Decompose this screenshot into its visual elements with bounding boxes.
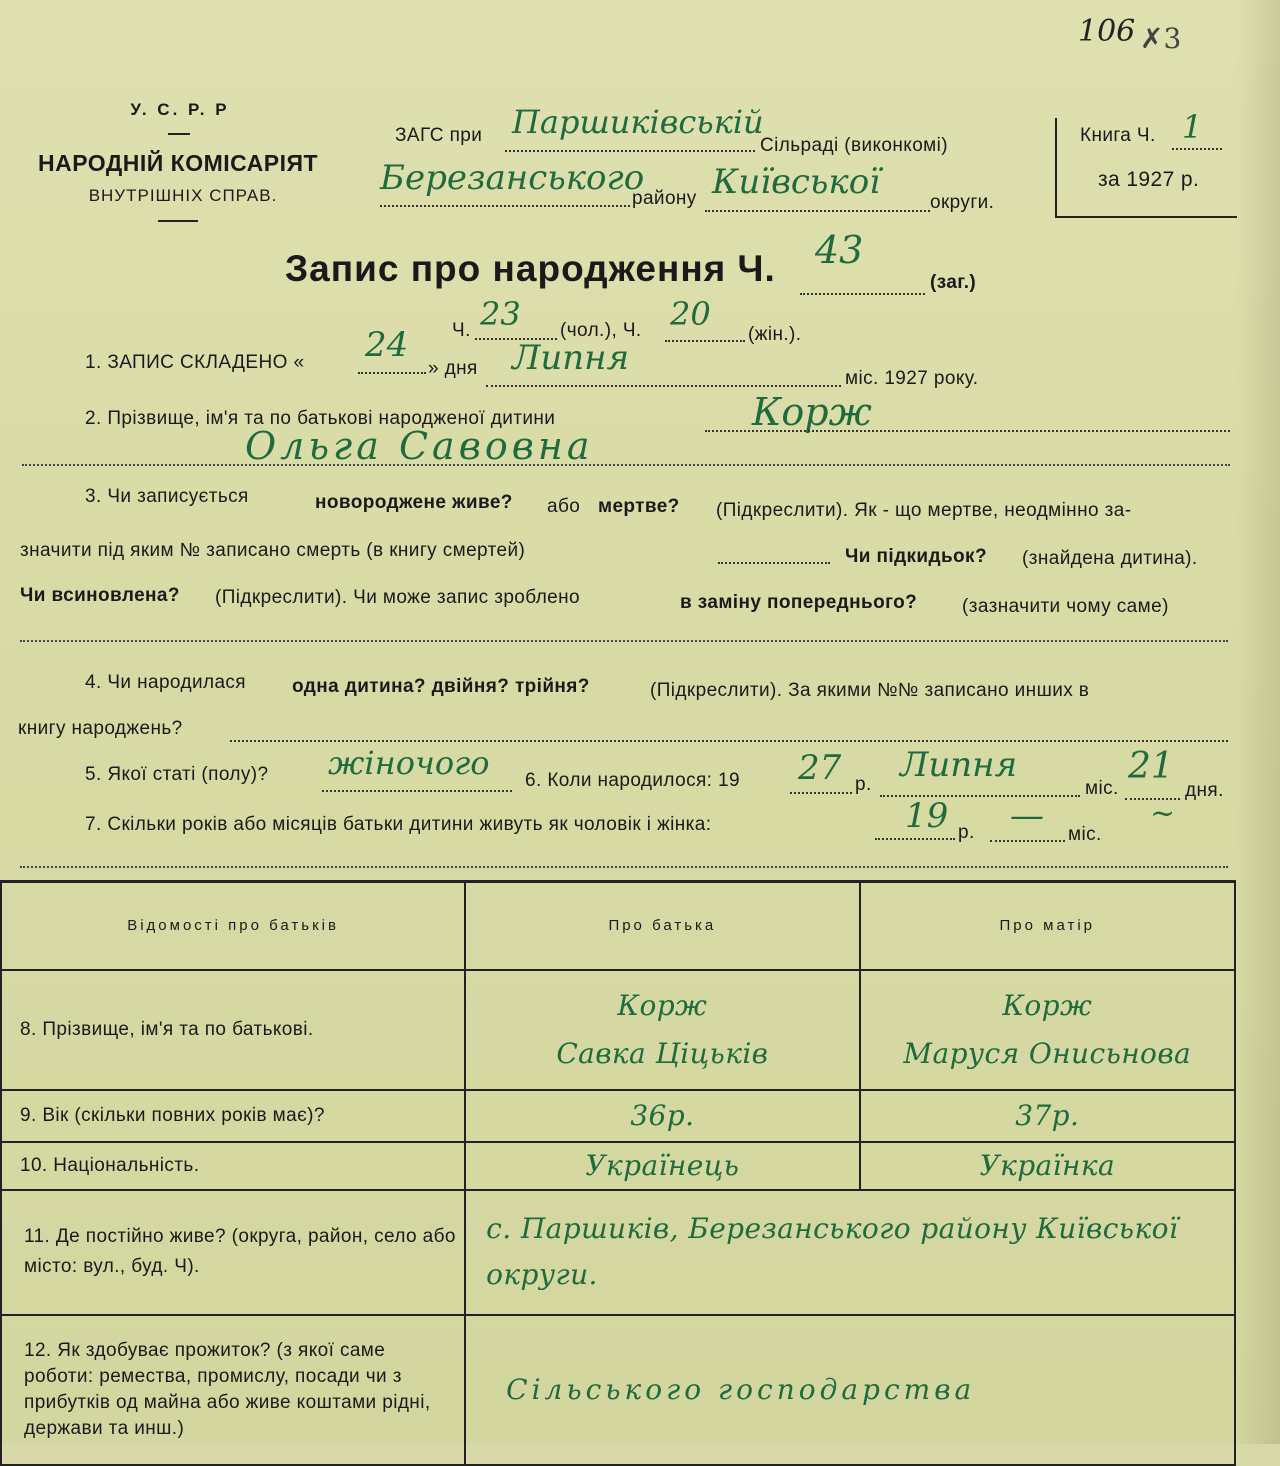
item3-text-e: (Підкреслити). Як - що мертве, неодмінно за- [716,500,1132,521]
item3-text-l: (зазначити чому саме) [962,596,1169,617]
female-number: 20 [670,295,711,333]
item5-label: 5. Якої статі (полу)? [85,764,269,785]
item1-day-label: » дня [428,358,478,379]
dotted-line [22,464,1230,466]
item1-day: 24 [365,325,409,365]
father-nationality: Українець [465,1142,859,1190]
table-header-row [1,882,1235,970]
dotted-line [800,293,925,295]
parents-table [0,880,1236,1466]
item3-or: або [547,496,581,517]
okruga-label: округи. [930,192,995,213]
divider [168,133,190,135]
mother-age: 37р. [860,1090,1235,1142]
parents-residence: с. Паршиків, Березанського району Київської округи. [465,1190,1235,1315]
item3-text-j: (Підкреслити). Чи може запис зроблено [215,587,581,608]
item2-label: 2. Прізвище, ім'я та по батькові народженої дитини [85,408,556,429]
item7-dash: ~ [1150,796,1176,831]
female-label: (жін.). [748,324,802,345]
item7-years: 19 [905,796,949,836]
dotted-line [20,640,1228,642]
total-number: 43 [815,228,864,272]
item7-label: 7. Скільки років або місяців батьки дитини живуть як чоловік і жінка: [85,814,712,835]
dotted-line [322,790,512,792]
page-edge-shadow [1236,0,1280,1444]
item3-alive: новороджене живе? [315,492,513,513]
item1-year-label: міс. 1927 року. [845,368,979,389]
district-label: району [632,188,697,209]
dotted-line [990,840,1065,842]
item6-month: Липня [900,745,1018,785]
ministry-title: ВНУТРІШНІХ СПРАВ. [88,186,278,205]
dotted-line [486,385,841,387]
row-label-age: 9. Вік (скільки повних років має)? [1,1090,465,1142]
header-mother: Про матір [860,882,1235,970]
mother-nationality: Українка [860,1142,1235,1190]
crossed-out-mark: ✗3 [1140,22,1182,55]
dotted-line [665,340,745,342]
item1-month: Липня [512,338,630,378]
item1-label: 1. ЗАПИС СКЛАДЕНО « [85,352,305,373]
book-label: Книга Ч. [1080,125,1156,146]
dotted-line [705,210,930,212]
dotted-line [790,792,852,794]
item7-r-label: р. [958,822,975,843]
dotted-line [1172,148,1222,150]
ussr-label: У. С. Р. Р [130,100,230,119]
item3-text-a: 3. Чи записується [85,486,249,507]
item6-dnya-label: дня. [1185,780,1224,801]
item5-value: жіночого [328,744,490,782]
item4-options: одна дитина? двійня? трійня? [292,676,590,697]
commissariat-title: НАРОДНІЙ КОМІСАРІЯТ [38,150,319,176]
dotted-line [875,838,955,840]
father-name: Корж Савка Ціцьків [465,970,859,1090]
mother-name: Корж Маруся Онисьнова [860,970,1235,1090]
item6-day: 21 [1128,746,1174,787]
row-label-occupation: 12. Як здобуває прожиток? (з якої саме роботи: ремества, промислу, посади чи з прибутків од майна або живе коштами рідні, держави та инш.) [1,1315,465,1465]
item6-year: 27 [798,748,842,788]
parents-occupation: Сільського господарства [465,1315,1235,1465]
item3-foundling: Чи підкидьок? [845,546,987,567]
header-father: Про батька [465,882,859,970]
item4-text-d: книгу народжень? [18,718,183,739]
divider [158,220,198,222]
item3-text-h: (знайдена дитина). [1022,548,1198,569]
okruga-value: Київської [712,162,881,202]
silradi-label: Сільраді (виконкомі) [760,135,948,156]
dotted-line [358,372,426,374]
item6-r-label: р. [855,774,872,795]
row-label-name: 8. Прізвище, ім'я та по батькові. [1,970,465,1090]
table-row [1,1090,1235,1142]
table-row [1,1142,1235,1190]
dotted-line [718,562,830,564]
book-value: 1 [1182,108,1203,146]
male-label: (чол.), Ч. [560,320,642,341]
district-value: Березанського [380,158,645,198]
dotted-line [705,430,1230,432]
item3-dead: мертве? [598,496,680,517]
item6-label: 6. Коли народилося: 19 [525,770,740,791]
zags-label: ЗАГС при [395,125,483,146]
table-row [1,1315,1235,1465]
item7-mis-label: міс. [1068,824,1102,845]
item7-months: — [1010,796,1044,836]
zags-value: Паршиківській [512,103,764,141]
dotted-line [20,866,1228,868]
item4-text-c: (Підкреслити). За якими №№ записано инших в [650,680,1090,701]
table-row [1,970,1235,1090]
header-info: Відомості про батьків [1,882,465,970]
row-label-residence: 11. Де постійно живе? (округа, район, село або місто: вул., буд. Ч). [1,1190,465,1315]
record-title: Запис про народження Ч. [285,248,776,289]
table-row [1,1190,1235,1315]
total-label: (заг.) [930,272,977,293]
item4-text-a: 4. Чи народилася [85,672,246,693]
archive-number: 106 [1078,14,1136,49]
ch-label: Ч. [452,320,471,341]
item3-adopted: Чи всиновлена? [20,585,180,606]
dotted-line [230,740,1228,742]
row-label-nationality: 10. Національність. [1,1142,465,1190]
child-given-name: Ольга Савовна [245,424,594,468]
father-age: 36р. [465,1090,859,1142]
dotted-line [380,205,630,207]
dotted-line [505,150,755,152]
year-label: за 1927 р. [1098,168,1200,191]
child-surname: Корж [752,390,872,434]
item3-replacement: в заміну попереднього? [680,592,918,613]
male-number: 23 [480,295,521,333]
item3-text-f: значити під яким № записано смерть (в книгу смертей) [20,540,526,561]
item6-mis-label: міс. [1085,778,1119,799]
